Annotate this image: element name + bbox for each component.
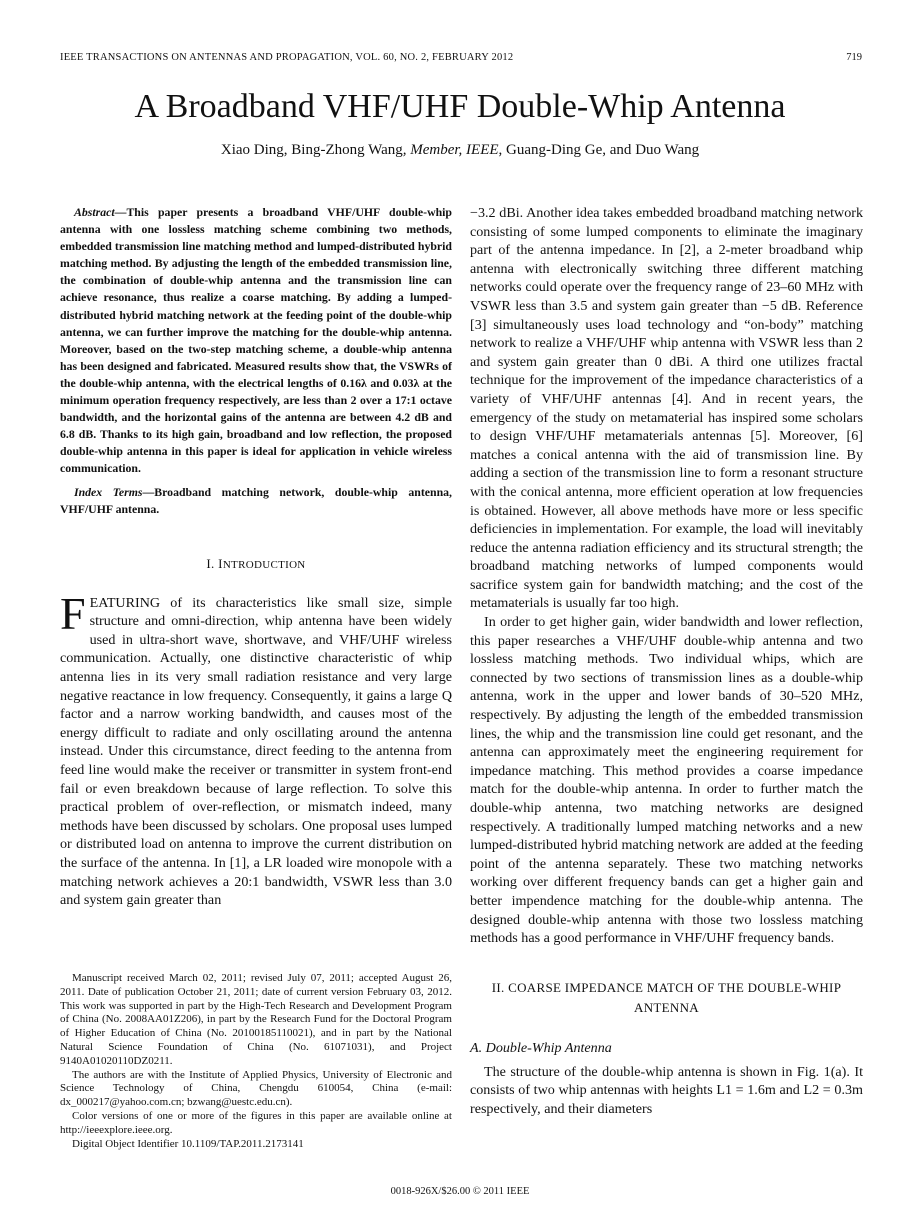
section-heading-introduction: I. INTRODUCTION — [206, 555, 306, 571]
right-paragraph-1: −3.2 dBi. Another idea takes embedded broadband matching network consisting of some lumped components to eliminate the imaginary part of the antenna impedance. In [2], a 2-meter broadband whip antenna with electronically switching three different matching networks could operate over the frequency range of 23–60 MHz with VSWR less than 3.5 and system gain greater than −5 dB. Reference [3] simultaneously uses load technology and “on-body” matching network to realize a VHF/UHF whip antenna with VSWR less than 2 and system gain greater than 0 dBi. A third one utilizes fractal technique for the improvement of the impedance characteristics of a variety of VHF/UHF antennas [4]. And in recent years, the emergency of the study on metamaterial has inspired some scholars to design VHF/UHF metamaterials antennas [5]. Moreover, [6] matches a conical antenna with the aid of transmission line. By adding a section of the transmission line to form a resonant structure with the conical antenna, more efficient operation at low frequencies is obtained. However, all above methods have more or less specific deficiencies in implementation. For example, the load will inevitably reduce the antenna radiation efficiency and its structural strength; the broadband matching networks of lumped components would sacrifice system gain for bandwidth matching; and the cost of the metamaterials is usually far too high. — [470, 205, 863, 612]
index-terms — [60, 484, 452, 518]
page-number: 719 — [846, 52, 862, 63]
footnote-doi: Digital Object Identifier 10.1109/TAP.2011.2173141 — [72, 1137, 304, 1150]
subsection-heading-a: A. Double-Whip Antenna — [470, 1039, 612, 1056]
drop-cap: F — [60, 587, 86, 639]
author-2-role: , Member, IEEE — [402, 142, 499, 158]
left-column — [60, 204, 452, 910]
intro-paragraph: FEATURING of its characteristics like small size, simple structure and omni-direction, whip antenna have been widely used in ultra-short wave, shortwave, and VHF/UHF wireless communication. Actually, one distinctive characteristic of whip antenna lies in its very small radiation resistance and very large negative reactance in low frequency. Consequently, it gains a large Q factor and a narrow working bandwidth, and causes most of the energy difficult to radiate and only oscillating around the antenna instead. Under this circumstance, direct feeding to the antenna from feed line would make the receiver or transmitter in system front-end fail or even breakdown because of large reflection. To solve this practical problem of over-reflection, or mismatch indeed, many methods have been discussed by scholars. One proposal uses lumped or distributed load on antenna to improve the current distribution on the surface of the antenna. In [1], a LR loaded wire monopole with a matching network achieves a 20:1 bandwidth, VSWR less than 3.0 and system gain greater than — [60, 587, 452, 909]
section-heading-2: II. COARSE IMPEDANCE MATCH OF THE DOUBLE-WHIP ANTENNA — [491, 979, 842, 1015]
right-paragraph-3: The structure of the double-whip antenna is shown in Fig. 1(a). It consists of two whip antennas with heights L1 = 1.6m and L2 = 0.3m respectively, and their diameters — [470, 1063, 863, 1117]
right-paragraph-2: In order to get higher gain, wider bandwidth and lower reflection, this paper researches a VHF/UHF double-whip antenna and two lossless matching methods. Two individual whips, which are connected by two sections of transmission lines as a double-whip antenna, work in the upper and lower bands of 30–520 MHz, respectively. By adjusting the length of the embedded transmission lines, the whip and the transmission line could get resonant, and the antenna can approximately meet the engineering requirement for impedance matching. This method provides a coarse impedance match for the double-whip antenna. In order to further match the double-whip antenna, two matching networks are designed respectively. A traditionally lumped matching networks and a new lumped-distributed hybrid matching network are added at the feeding point of the antenna separately. These two matching networks working over different frequency bands can get a higher gain and better impendence matching for the double-whip antenna. The designed double-whip antenna with those two lossless matching methods has a good performance in VHF/UHF frequency bands. — [470, 614, 863, 947]
right-column — [470, 204, 863, 1119]
index-terms-text: —Broadband matching network, double-whip antenna, VHF/UHF antenna. — [60, 484, 452, 516]
abstract — [60, 204, 452, 478]
abstract-label: Abstract — [74, 205, 115, 219]
author-line — [0, 142, 920, 159]
footnotes — [60, 972, 452, 1151]
footnote-affiliation: The authors are with the Institute of Applied Physics, University of Electronic and Science Technology of China, Chengdu 610054, China (e-mail: dx_000217@yahoo.com.cn; bzwang@uestc.edu.cn). — [60, 1068, 452, 1109]
copyright-footer: 0018-926X/$26.00 © 2011 IEEE — [390, 1186, 530, 1197]
index-terms-label: Index Terms — [74, 484, 143, 499]
footnote-manuscript: Manuscript received March 02, 2011; revised July 07, 2011; accepted August 26, 2011. Date of publication October 21, 2011; date of current version February 03, 2012. This work was supported in part by the High-Tech Research and Development Program of China (No. 2008AA01Z206), in part by the Research Fund for the Doctoral Program of Higher Education of China (No. 20100185110021), and in part by the National Natural Science Foundation of China (No. 61071031), and Project 9140A01020110DZ0211. — [60, 972, 452, 1067]
author-2: Bing-Zhong Wang — [291, 142, 403, 158]
author-4: Duo Wang — [635, 142, 700, 158]
author-3: , Guang-Ding Ge, and — [498, 142, 632, 158]
author-1: Xiao Ding, — [220, 142, 288, 158]
running-header: IEEE TRANSACTIONS ON ANTENNAS AND PROPAGATION, VOL. 60, NO. 2, FEBRUARY 2012 — [60, 52, 514, 63]
abstract-text: —This paper presents a broadband VHF/UHF double-whip antenna with one lossless matching scheme combining two methods, embedded transmission line matching method and lumped-distributed hybrid matching method. By adjusting the length of the embedded transmission line, the combination of double-whip antenna and the transmission line can achieve resonance, thus realize a coarse matching. By adding a lumped-distributed hybrid matching network at the feeding point of the double-whip antenna, we can further improve the matching for the double-whip antenna. Moreover, based on the two-step matching scheme, a double-whip antenna has been designed and fabricated. Measured results show that, the VSWRs of the double-whip antenna, with the electrical lengths of 0.16λ and 0.03λ at the minimum operation frequency respectively, are less than 2 over a 17:1 octave bandwidth, and the horizontal gains of the antenna are between 4.2 dB and 6.8 dB. Thanks to its high gain, broadband and low reflection, the proposed double-whip antenna in this paper is ideal for application in vehicle wireless communication. — [60, 205, 452, 476]
footnote-color: Color versions of one or more of the figures in this paper are available online at http://ieeexplore.ieee.org. — [60, 1109, 452, 1136]
paper-title: A Broadband VHF/UHF Double-Whip Antenna — [134, 88, 786, 125]
